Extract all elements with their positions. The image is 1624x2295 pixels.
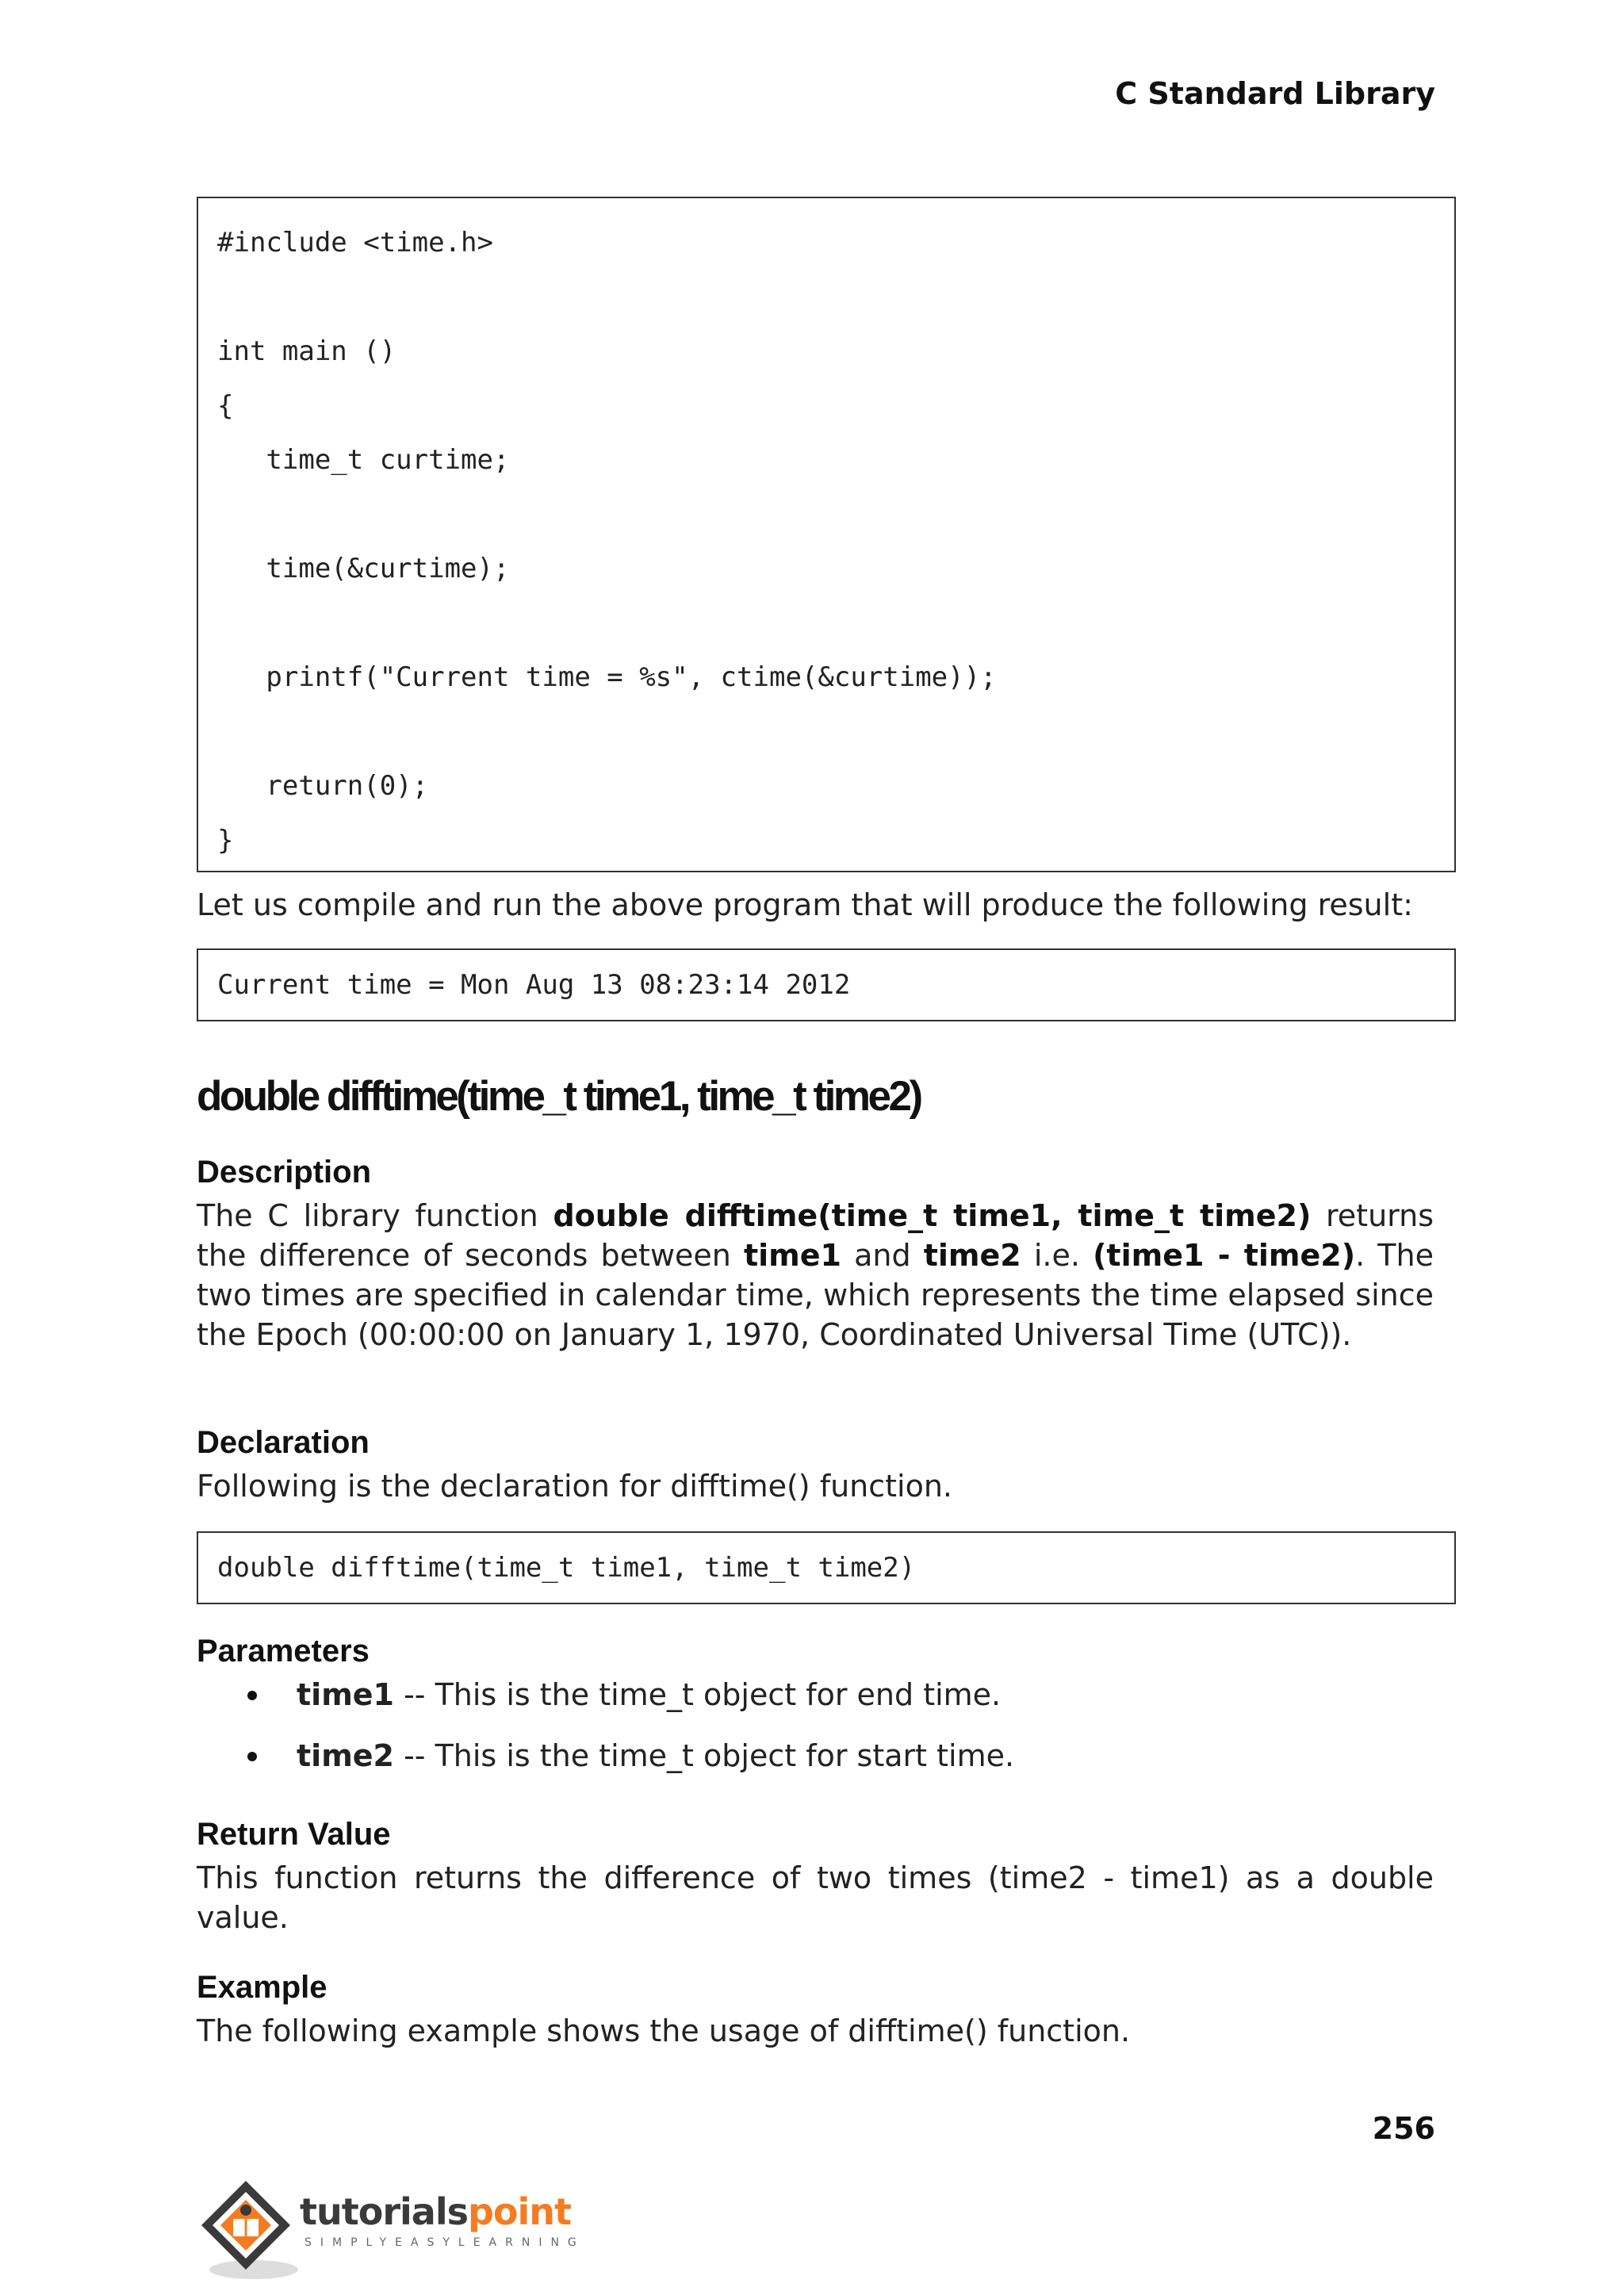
bold-signature: double difftime(time_t time1, time_t time2) (553, 1198, 1312, 1233)
return-value-heading: Return Value (197, 1817, 391, 1852)
description-text: The C library function double difftime(time_t time1, time_t time2) returns the difference of seconds between time1 and time2 i.e. (time1 - time2). The two times are specified in calendar time, which represents the time elapsed since the Epoch (00:00:00 on January 1, 1970, Coordinated Universal Time (UTC)). (197, 1198, 1434, 1352)
example-heading: Example (197, 1970, 327, 2005)
section-title: double difftime(time_t time1, time_t time2) (197, 1073, 921, 1120)
param-desc: -- This is the time_t object for end time. (394, 1677, 1002, 1712)
page-number: 256 (1372, 2111, 1435, 2146)
logo-wordmark: tutorialspoint (300, 2190, 572, 2233)
logo-tagline: SIMPLYEASYLEARNING (304, 2236, 585, 2249)
declaration-code: double difftime(time_t time1, time_t time2) (217, 1552, 916, 1584)
bullet-icon (247, 1752, 257, 1761)
declaration-heading: Declaration (197, 1425, 370, 1460)
bullet-icon (247, 1691, 257, 1700)
code-listing: #include <time.h> int main () { time_t curtime; time(&curtime); printf("Current time = %s", ctime(&curtime)); return(0); } (217, 227, 997, 856)
tutorialspoint-logo (197, 2173, 585, 2284)
program-output: Current time = Mon Aug 13 08:23:14 2012 (217, 969, 851, 1001)
result-intro: Let us compile and run the above program that will produce the following result: (197, 887, 1413, 922)
param-desc: -- This is the time_t object for start time. (394, 1738, 1015, 1773)
list-item (197, 1675, 1434, 1736)
example-text: The following example shows the usage of difftime() function. (197, 2013, 1131, 2048)
parameters-heading: Parameters (197, 1634, 370, 1669)
param-name: time1 (297, 1677, 394, 1712)
code-block-declaration (197, 1531, 1456, 1604)
list-item (197, 1736, 1434, 1797)
return-value-text: This function returns the difference of two times (time2 - time1) as a double value. (197, 1860, 1434, 1935)
parameter-list (197, 1675, 1434, 1797)
bold-time2: time2 (923, 1238, 1021, 1273)
bold-time1: time1 (743, 1238, 841, 1273)
code-block-output (197, 948, 1456, 1021)
bold-expression: (time1 - time2) (1093, 1238, 1356, 1273)
code-block-example (197, 197, 1456, 872)
running-header: C Standard Library (1115, 76, 1435, 111)
logo-emblem-icon (197, 2173, 300, 2284)
declaration-text: Following is the declaration for difftime() function. (197, 1469, 953, 1504)
param-name: time2 (297, 1738, 394, 1773)
description-heading: Description (197, 1155, 372, 1190)
